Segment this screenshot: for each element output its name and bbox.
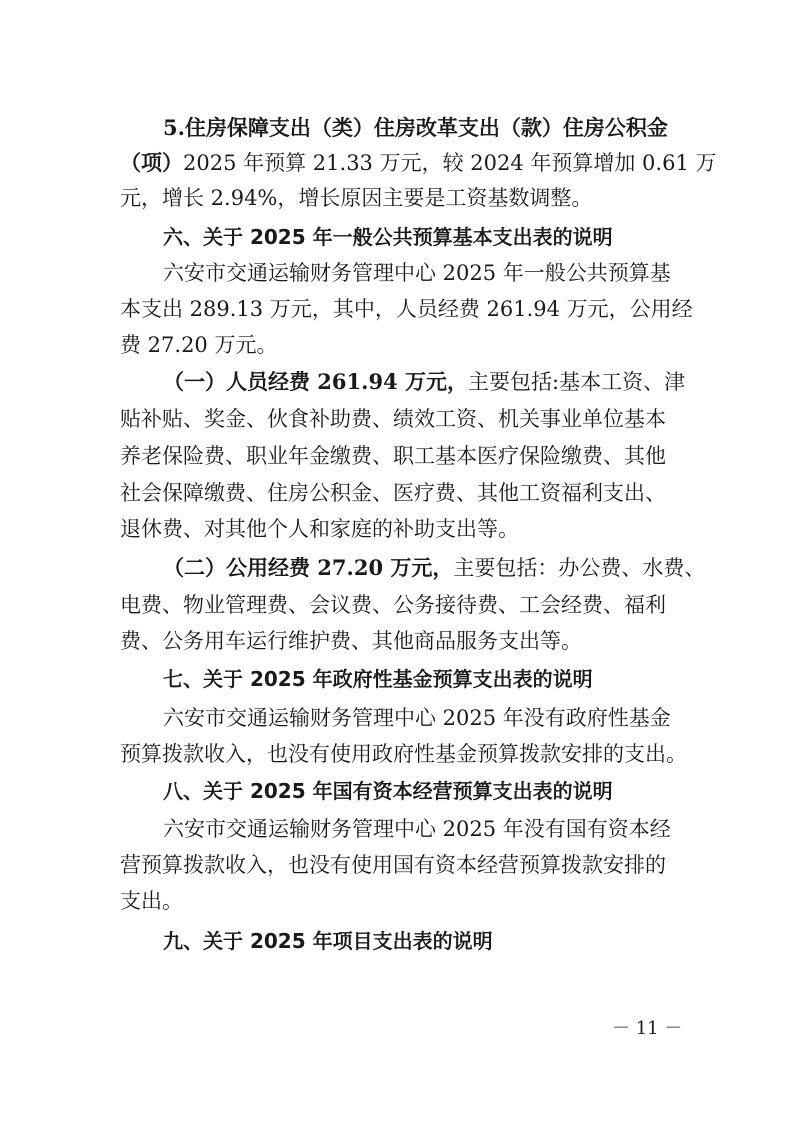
- personnel-heading: （一）人员经费 261.94 万元，: [163, 369, 468, 394]
- personnel-line-2: 贴补贴、奖金、伙食补助费、绩效工资、机关事业单位基本: [120, 407, 666, 431]
- personnel-line-3: 养老保险费、职业年金缴费、职工基本医疗保险缴费、其他: [120, 444, 666, 468]
- item-5-text-line-1: [120, 145, 717, 181]
- section-8-para-line-1: 六安市交通运输财务管理中心 2025 年没有国有资本经: [163, 817, 671, 841]
- section-6-para-line-3: 费 27.20 万元。: [120, 333, 278, 357]
- public-expense-text-a: 主要包括：办公费、水费、: [453, 556, 706, 580]
- item-5-text-a: 2025 年预算 21.33 万元，较 2024 年预算增加 0.61 万: [183, 151, 717, 175]
- personnel-line-1: [163, 364, 685, 400]
- section-8-para-line-2: 营预算拨款收入，也没有使用国有资本经营预算拨款安排的: [120, 853, 666, 877]
- personnel-line-4: 社会保障缴费、住房公积金、医疗费、其他工资福利支出、: [120, 481, 666, 505]
- item-5-text-line-2: 元，增长 2.94%，增长原因主要是工资基数调整。: [120, 186, 593, 210]
- section-7-heading: 七、关于 2025 年政府性基金预算支出表的说明: [163, 667, 593, 691]
- section-7-para-line-2: 预算拨款收入，也没有使用政府性基金预算拨款安排的支出。: [120, 742, 687, 766]
- public-expense-line-1: [163, 550, 705, 586]
- section-6-heading: 六、关于 2025 年一般公共预算基本支出表的说明: [163, 225, 613, 249]
- public-expense-line-3: 费、公务用车运行维护费、其他商品服务支出等。: [120, 629, 582, 653]
- section-8-heading: 八、关于 2025 年国有资本经营预算支出表的说明: [163, 779, 613, 803]
- page-number: － 11 －: [612, 1018, 683, 1039]
- section-7-para-line-1: 六安市交通运输财务管理中心 2025 年没有政府性基金: [163, 706, 671, 730]
- section-6-para-line-1: 六安市交通运输财务管理中心 2025 年一般公共预算基: [163, 261, 671, 285]
- personnel-text-a: 主要包括:基本工资、津: [468, 370, 686, 394]
- item-5-heading-cont: （项）: [120, 150, 183, 175]
- item-5-heading: 5.住房保障支出（类）住房改革支出（款）住房公积金: [163, 115, 668, 140]
- public-expense-line-2: 电费、物业管理费、会议费、公务接待费、工会经费、福利: [120, 593, 666, 617]
- section-9-heading: 九、关于 2025 年项目支出表的说明: [163, 929, 493, 953]
- section-6-para-line-2: 本支出 289.13 万元，其中，人员经费 261.94 万元，公用经: [120, 297, 693, 321]
- public-expense-heading: （二）公用经费 27.20 万元，: [163, 555, 454, 580]
- personnel-line-5: 退休费、对其他个人和家庭的补助支出等。: [120, 517, 519, 541]
- section-8-para-line-3: 支出。: [120, 889, 183, 913]
